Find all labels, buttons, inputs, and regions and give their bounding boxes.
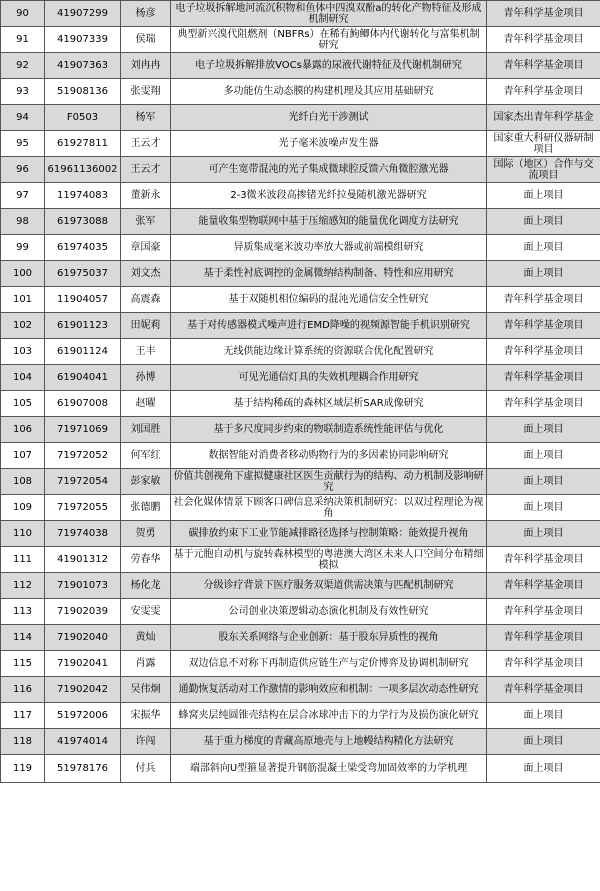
project-title-cell: 公司创业决策逻辑动态演化机制及有效性研究 bbox=[171, 599, 487, 625]
row-number-cell: 106 bbox=[1, 417, 45, 443]
project-type-cell: 面上项目 bbox=[487, 417, 600, 443]
table-row bbox=[1, 703, 600, 729]
project-title-cell: 蜂窝夹层纯圆锥壳结构在层合冰球冲击下的力学行为及损伤演化研究 bbox=[171, 703, 487, 729]
project-code-cell: 61973088 bbox=[45, 209, 121, 235]
project-type-cell: 青年科学基金项目 bbox=[487, 547, 600, 573]
row-number-cell: 92 bbox=[1, 53, 45, 79]
row-number-cell: 108 bbox=[1, 469, 45, 495]
row-number-cell: 110 bbox=[1, 521, 45, 547]
project-code-cell: 61904041 bbox=[45, 365, 121, 391]
project-type-cell: 国家杰出青年科学基金 bbox=[487, 105, 600, 131]
project-code-cell: 61975037 bbox=[45, 261, 121, 287]
row-number-cell: 105 bbox=[1, 391, 45, 417]
table-row bbox=[1, 1, 600, 27]
leader-name-cell: 赵曜 bbox=[121, 391, 171, 417]
project-type-cell: 青年科学基金项目 bbox=[487, 53, 600, 79]
table-row bbox=[1, 651, 600, 677]
project-code-cell: 41974014 bbox=[45, 729, 121, 755]
table-row bbox=[1, 105, 600, 131]
leader-name-cell: 杨军 bbox=[121, 105, 171, 131]
project-code-cell: 11974083 bbox=[45, 183, 121, 209]
project-code-cell: 61907008 bbox=[45, 391, 121, 417]
project-code-cell: 71902042 bbox=[45, 677, 121, 703]
leader-name-cell: 杨化龙 bbox=[121, 573, 171, 599]
project-code-cell: 71902040 bbox=[45, 625, 121, 651]
project-code-cell: 71901073 bbox=[45, 573, 121, 599]
project-type-cell: 国际（地区）合作与交流项目 bbox=[487, 157, 600, 183]
project-type-cell: 青年科学基金项目 bbox=[487, 1, 600, 27]
row-number-cell: 107 bbox=[1, 443, 45, 469]
project-type-cell: 青年科学基金项目 bbox=[487, 573, 600, 599]
project-title-cell: 基于柔性衬底调控的金属微纳结构制备、特性和应用研究 bbox=[171, 261, 487, 287]
row-number-cell: 119 bbox=[1, 755, 45, 783]
project-title-cell: 价值共创视角下虚拟健康社区医生贡献行为的结构、动力机制及影响研究 bbox=[171, 469, 487, 495]
row-number-cell: 100 bbox=[1, 261, 45, 287]
project-type-cell: 青年科学基金项目 bbox=[487, 677, 600, 703]
row-number-cell: 113 bbox=[1, 599, 45, 625]
project-title-cell: 股东关系网络与企业创新：基于股东异质性的视角 bbox=[171, 625, 487, 651]
project-title-cell: 2-3微米波段高掺锗光纤拉曼随机激光器研究 bbox=[171, 183, 487, 209]
project-code-cell: 71972052 bbox=[45, 443, 121, 469]
project-title-cell: 社会化媒体情景下顾客口碑信息采纳决策机制研究：以双过程理论为视角 bbox=[171, 495, 487, 521]
project-title-cell: 分级诊疗背景下医疗服务双渠道供需决策与匹配机制研究 bbox=[171, 573, 487, 599]
leader-name-cell: 王丰 bbox=[121, 339, 171, 365]
project-title-cell: 双边信息不对称下再制造供应链生产与定价博弈及协调机制研究 bbox=[171, 651, 487, 677]
project-type-cell: 面上项目 bbox=[487, 729, 600, 755]
leader-name-cell: 刘文杰 bbox=[121, 261, 171, 287]
row-number-cell: 116 bbox=[1, 677, 45, 703]
project-code-cell: 61901123 bbox=[45, 313, 121, 339]
row-number-cell: 93 bbox=[1, 79, 45, 105]
project-title-cell: 可产生宽带混沌的光子集成微球腔反馈六角微腔激光器 bbox=[171, 157, 487, 183]
project-type-cell: 青年科学基金项目 bbox=[487, 625, 600, 651]
table-row bbox=[1, 287, 600, 313]
row-number-cell: 102 bbox=[1, 313, 45, 339]
project-title-cell: 无线供能边缘计算系统的资源联合优化配置研究 bbox=[171, 339, 487, 365]
leader-name-cell: 黄灿 bbox=[121, 625, 171, 651]
table-row bbox=[1, 599, 600, 625]
project-title-cell: 异质集成毫米波功率放大器或前端模组研究 bbox=[171, 235, 487, 261]
project-type-cell: 青年科学基金项目 bbox=[487, 313, 600, 339]
table-row bbox=[1, 729, 600, 755]
table-row bbox=[1, 521, 600, 547]
project-type-cell: 青年科学基金项目 bbox=[487, 599, 600, 625]
project-code-cell: 41907363 bbox=[45, 53, 121, 79]
leader-name-cell: 田妮莉 bbox=[121, 313, 171, 339]
project-title-cell: 基于双随机相位编码的混沌光通信安全性研究 bbox=[171, 287, 487, 313]
project-code-cell: 71972054 bbox=[45, 469, 121, 495]
leader-name-cell: 肖露 bbox=[121, 651, 171, 677]
project-code-cell: 71974038 bbox=[45, 521, 121, 547]
row-number-cell: 118 bbox=[1, 729, 45, 755]
leader-name-cell: 何军红 bbox=[121, 443, 171, 469]
row-number-cell: 111 bbox=[1, 547, 45, 573]
table-body bbox=[1, 1, 600, 783]
leader-name-cell: 杨彦 bbox=[121, 1, 171, 27]
leader-name-cell: 许闯 bbox=[121, 729, 171, 755]
project-type-cell: 青年科学基金项目 bbox=[487, 79, 600, 105]
row-number-cell: 99 bbox=[1, 235, 45, 261]
row-number-cell: 96 bbox=[1, 157, 45, 183]
project-code-cell: 71971069 bbox=[45, 417, 121, 443]
project-title-cell: 多功能仿生动态膜的构建机理及其应用基础研究 bbox=[171, 79, 487, 105]
project-code-cell: 51908136 bbox=[45, 79, 121, 105]
project-title-cell: 光纤白光干涉测试 bbox=[171, 105, 487, 131]
project-title-cell: 通勤恢复活动对工作激情的影响效应和机制：一项多层次动态性研究 bbox=[171, 677, 487, 703]
table-row bbox=[1, 625, 600, 651]
row-number-cell: 114 bbox=[1, 625, 45, 651]
project-type-cell: 面上项目 bbox=[487, 495, 600, 521]
leader-name-cell: 侯瑞 bbox=[121, 27, 171, 53]
leader-name-cell: 张德鹏 bbox=[121, 495, 171, 521]
project-type-cell: 青年科学基金项目 bbox=[487, 287, 600, 313]
table-row bbox=[1, 53, 600, 79]
table-row bbox=[1, 573, 600, 599]
row-number-cell: 91 bbox=[1, 27, 45, 53]
table-row bbox=[1, 183, 600, 209]
project-type-cell: 面上项目 bbox=[487, 183, 600, 209]
row-number-cell: 101 bbox=[1, 287, 45, 313]
table-row bbox=[1, 131, 600, 157]
leader-name-cell: 章国豪 bbox=[121, 235, 171, 261]
leader-name-cell: 董新永 bbox=[121, 183, 171, 209]
project-title-cell: 基于对传感器模式噪声进行EMD降噪的视频源智能手机识别研究 bbox=[171, 313, 487, 339]
project-title-cell: 基于多尺度同步约束的物联制造系统性能评估与优化 bbox=[171, 417, 487, 443]
project-code-cell: 41907299 bbox=[45, 1, 121, 27]
row-number-cell: 90 bbox=[1, 1, 45, 27]
table-row bbox=[1, 417, 600, 443]
table-row bbox=[1, 261, 600, 287]
row-number-cell: 103 bbox=[1, 339, 45, 365]
table-row bbox=[1, 495, 600, 521]
row-number-cell: 104 bbox=[1, 365, 45, 391]
leader-name-cell: 劳春华 bbox=[121, 547, 171, 573]
project-code-cell: 71902041 bbox=[45, 651, 121, 677]
project-title-cell: 数据智能对消费者移动购物行为的多因素协同影响研究 bbox=[171, 443, 487, 469]
leader-name-cell: 刘冉冉 bbox=[121, 53, 171, 79]
project-title-cell: 典型新兴溴代阻燃剂（NBFRs）在稀有鮈鲫体内代谢转化与富集机制研究 bbox=[171, 27, 487, 53]
row-number-cell: 97 bbox=[1, 183, 45, 209]
leader-name-cell: 彭家敏 bbox=[121, 469, 171, 495]
project-type-cell: 国家重大科研仪器研制项目 bbox=[487, 131, 600, 157]
project-type-cell: 面上项目 bbox=[487, 235, 600, 261]
row-number-cell: 94 bbox=[1, 105, 45, 131]
project-code-cell: 71902039 bbox=[45, 599, 121, 625]
project-type-cell: 面上项目 bbox=[487, 703, 600, 729]
row-number-cell: 98 bbox=[1, 209, 45, 235]
project-code-cell: 51972006 bbox=[45, 703, 121, 729]
project-title-cell: 端部斜向U型箍显著提升钢筋混凝土梁受弯加固效率的力学机理 bbox=[171, 755, 487, 783]
project-title-cell: 基于重力梯度的青藏高原地壳与上地幔结构精化方法研究 bbox=[171, 729, 487, 755]
project-code-cell: 41907339 bbox=[45, 27, 121, 53]
project-type-cell: 面上项目 bbox=[487, 443, 600, 469]
project-code-cell: 71972055 bbox=[45, 495, 121, 521]
project-title-cell: 电子垃圾拆解地河流沉积物和鱼体中四溴双酚a的转化产物特征及形成机制研究 bbox=[171, 1, 487, 27]
leader-name-cell: 刘国胜 bbox=[121, 417, 171, 443]
table-row bbox=[1, 391, 600, 417]
row-number-cell: 95 bbox=[1, 131, 45, 157]
project-type-cell: 面上项目 bbox=[487, 261, 600, 287]
project-title-cell: 电子垃圾拆解排放VOCs暴露的尿液代谢特征及代谢机制研究 bbox=[171, 53, 487, 79]
project-type-cell: 面上项目 bbox=[487, 209, 600, 235]
table-row bbox=[1, 235, 600, 261]
leader-name-cell: 吴伟炯 bbox=[121, 677, 171, 703]
project-type-cell: 青年科学基金项目 bbox=[487, 651, 600, 677]
project-type-cell: 面上项目 bbox=[487, 521, 600, 547]
project-title-cell: 基于结构稀疏的森林区域层析SAR成像研究 bbox=[171, 391, 487, 417]
leader-name-cell: 张军 bbox=[121, 209, 171, 235]
project-code-cell: 61974035 bbox=[45, 235, 121, 261]
table-row bbox=[1, 339, 600, 365]
project-type-cell: 青年科学基金项目 bbox=[487, 27, 600, 53]
row-number-cell: 115 bbox=[1, 651, 45, 677]
table-row bbox=[1, 365, 600, 391]
table-row bbox=[1, 209, 600, 235]
project-type-cell: 青年科学基金项目 bbox=[487, 391, 600, 417]
project-title-cell: 光子毫米波噪声发生器 bbox=[171, 131, 487, 157]
table-row bbox=[1, 547, 600, 573]
project-code-cell: 61927811 bbox=[45, 131, 121, 157]
leader-name-cell: 安雯雯 bbox=[121, 599, 171, 625]
project-title-cell: 能量收集型物联网中基于压缩感知的能量优化调度方法研究 bbox=[171, 209, 487, 235]
table-row bbox=[1, 157, 600, 183]
table-row bbox=[1, 469, 600, 495]
project-title-cell: 碳排放约束下工业节能减排路径选择与控制策略：能效提升视角 bbox=[171, 521, 487, 547]
project-title-cell: 基于元胞自动机与旋转森林模型的粤港澳大湾区未来人口空间分布精细模拟 bbox=[171, 547, 487, 573]
table-row bbox=[1, 313, 600, 339]
table-row bbox=[1, 79, 600, 105]
table-row bbox=[1, 677, 600, 703]
row-number-cell: 109 bbox=[1, 495, 45, 521]
table-row bbox=[1, 27, 600, 53]
project-code-cell: 41901312 bbox=[45, 547, 121, 573]
leader-name-cell: 孙博 bbox=[121, 365, 171, 391]
project-code-cell: 11904057 bbox=[45, 287, 121, 313]
project-code-cell: 51978176 bbox=[45, 755, 121, 783]
project-type-cell: 面上项目 bbox=[487, 469, 600, 495]
leader-name-cell: 高震森 bbox=[121, 287, 171, 313]
project-type-cell: 青年科学基金项目 bbox=[487, 365, 600, 391]
table-row bbox=[1, 755, 600, 783]
project-code-cell: F0503 bbox=[45, 105, 121, 131]
leader-name-cell: 宋振华 bbox=[121, 703, 171, 729]
row-number-cell: 112 bbox=[1, 573, 45, 599]
project-code-cell: 61901124 bbox=[45, 339, 121, 365]
project-title-cell: 可见光通信灯具的失效机理耦合作用研究 bbox=[171, 365, 487, 391]
row-number-cell: 117 bbox=[1, 703, 45, 729]
project-type-cell: 青年科学基金项目 bbox=[487, 339, 600, 365]
leader-name-cell: 王云才 bbox=[121, 131, 171, 157]
leader-name-cell: 张雯翔 bbox=[121, 79, 171, 105]
project-code-cell: 61961136002 bbox=[45, 157, 121, 183]
leader-name-cell: 王云才 bbox=[121, 157, 171, 183]
project-type-cell: 面上项目 bbox=[487, 755, 600, 783]
leader-name-cell: 付兵 bbox=[121, 755, 171, 783]
table-row bbox=[1, 443, 600, 469]
leader-name-cell: 贺勇 bbox=[121, 521, 171, 547]
